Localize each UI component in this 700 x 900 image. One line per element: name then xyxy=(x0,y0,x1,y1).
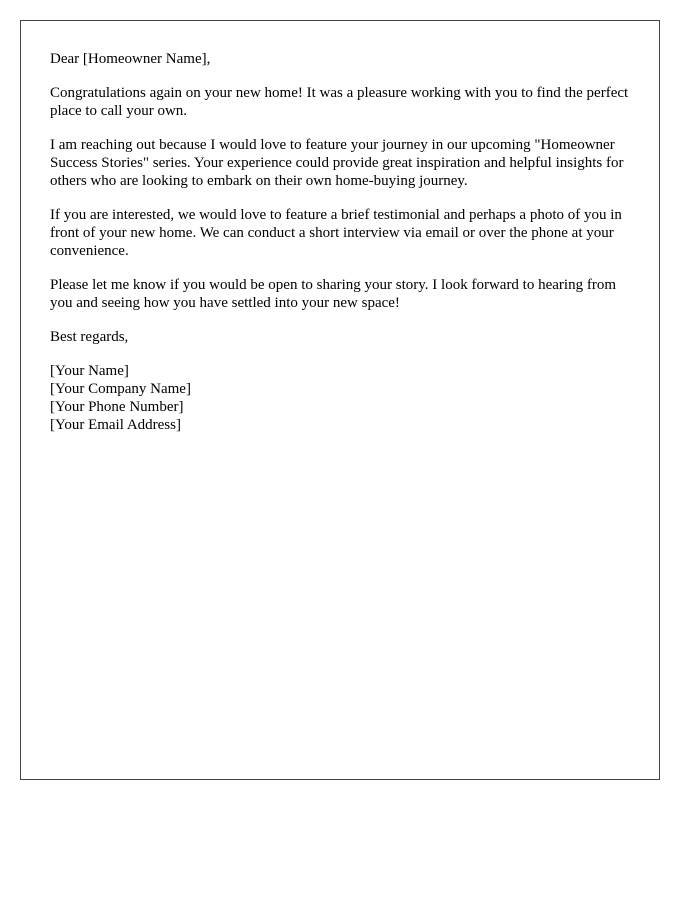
letter-paragraph-testimonial: If you are interested, we would love to feature a brief testimonial and perhaps a photo of you in front of your new home. We can conduct a short interview via email or over the phone at your convenience. xyxy=(50,207,622,259)
letter-closing: Best regards, xyxy=(50,329,129,345)
signature-block xyxy=(50,362,630,434)
signature-company: [Your Company Name] xyxy=(50,381,191,397)
letter-paragraph-congratulations: Congratulations again on your new home! It was a pleasure working with you to find the perfect place to call your own. xyxy=(50,85,629,119)
letter-body xyxy=(50,50,630,434)
signature-phone: [Your Phone Number] xyxy=(50,399,184,415)
letter-salutation: Dear [Homeowner Name], xyxy=(50,51,211,67)
letter-frame xyxy=(20,20,660,780)
letter-paragraph-follow-up: Please let me know if you would be open to sharing your story. I look forward to hearing from you and seeing how you have settled into your new space! xyxy=(50,277,616,311)
signature-email: [Your Email Address] xyxy=(50,417,181,433)
letter-paragraph-feature-request: I am reaching out because I would love to feature your journey in our upcoming "Homeowner Success Stories" series. Your experience could provide great inspiration and helpful insights for others who are looking to embark on their own home-buying journey. xyxy=(50,137,624,189)
signature-name: [Your Name] xyxy=(50,363,129,379)
